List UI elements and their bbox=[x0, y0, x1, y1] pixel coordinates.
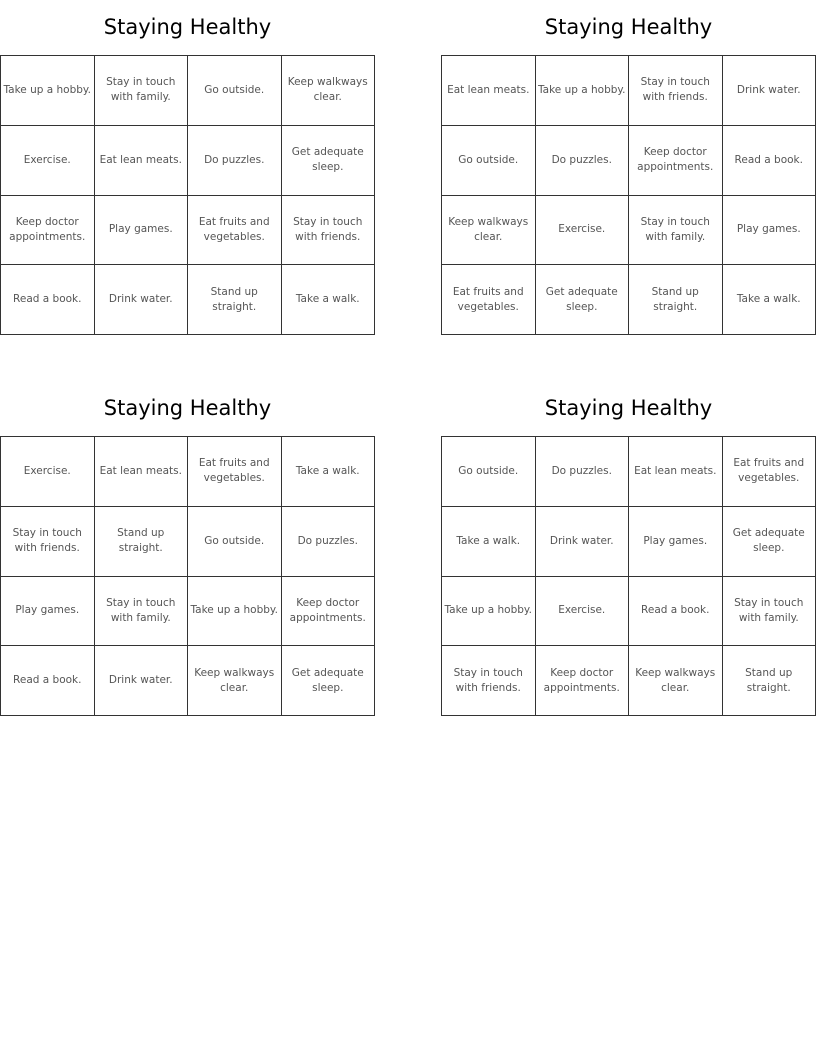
bingo-cell: Keep walkways clear. bbox=[188, 646, 282, 716]
bingo-cell: Stay in touch with friends. bbox=[1, 507, 95, 577]
card-title: Staying Healthy bbox=[544, 396, 713, 420]
bingo-cell: Keep walkways clear. bbox=[282, 56, 376, 126]
bingo-cell: Eat fruits and vegetables. bbox=[442, 265, 536, 335]
bingo-cell: Stand up straight. bbox=[723, 646, 816, 716]
bingo-cell: Take a walk. bbox=[442, 507, 536, 577]
bingo-cell: Stand up straight. bbox=[629, 265, 723, 335]
bingo-grid bbox=[441, 436, 816, 716]
bingo-cell: Take up a hobby. bbox=[442, 577, 536, 647]
bingo-cell: Stay in touch with family. bbox=[723, 577, 816, 647]
bingo-cell: Stay in touch with family. bbox=[95, 56, 189, 126]
bingo-cell: Play games. bbox=[1, 577, 95, 647]
bingo-cell: Take a walk. bbox=[282, 437, 376, 507]
bingo-cell: Play games. bbox=[95, 196, 189, 266]
bingo-cell: Stay in touch with friends. bbox=[282, 196, 376, 266]
bingo-cell: Keep doctor appointments. bbox=[282, 577, 376, 647]
bingo-cell: Read a book. bbox=[1, 265, 95, 335]
bingo-cell: Go outside. bbox=[442, 126, 536, 196]
bingo-cell: Keep doctor appointments. bbox=[1, 196, 95, 266]
bingo-cell: Take up a hobby. bbox=[536, 56, 630, 126]
bingo-cell: Do puzzles. bbox=[188, 126, 282, 196]
bingo-cell: Keep doctor appointments. bbox=[536, 646, 630, 716]
card-title: Staying Healthy bbox=[103, 396, 272, 420]
bingo-cell: Keep walkways clear. bbox=[629, 646, 723, 716]
bingo-cell: Stay in touch with family. bbox=[629, 196, 723, 266]
bingo-cell: Do puzzles. bbox=[536, 126, 630, 196]
bingo-cell: Read a book. bbox=[1, 646, 95, 716]
bingo-cell: Take a walk. bbox=[723, 265, 816, 335]
bingo-cell: Go outside. bbox=[188, 507, 282, 577]
bingo-cell: Stay in touch with friends. bbox=[629, 56, 723, 126]
bingo-cell: Eat lean meats. bbox=[629, 437, 723, 507]
bingo-cell: Exercise. bbox=[536, 577, 630, 647]
bingo-cell: Exercise. bbox=[1, 126, 95, 196]
bingo-cell: Take up a hobby. bbox=[188, 577, 282, 647]
bingo-cell: Go outside. bbox=[188, 56, 282, 126]
bingo-cell: Get adequate sleep. bbox=[282, 646, 376, 716]
bingo-cell: Eat fruits and vegetables. bbox=[188, 437, 282, 507]
bingo-cell: Stay in touch with family. bbox=[95, 577, 189, 647]
bingo-cell: Take up a hobby. bbox=[1, 56, 95, 126]
bingo-cell: Keep walkways clear. bbox=[442, 196, 536, 266]
bingo-cell: Drink water. bbox=[95, 646, 189, 716]
bingo-cell: Get adequate sleep. bbox=[282, 126, 376, 196]
bingo-grid bbox=[441, 55, 816, 335]
bingo-cell: Stand up straight. bbox=[188, 265, 282, 335]
bingo-cell: Get adequate sleep. bbox=[536, 265, 630, 335]
bingo-cell: Do puzzles. bbox=[282, 507, 376, 577]
bingo-cell: Eat lean meats. bbox=[442, 56, 536, 126]
bingo-cell: Play games. bbox=[723, 196, 816, 266]
bingo-cell: Eat lean meats. bbox=[95, 126, 189, 196]
bingo-cell: Exercise. bbox=[536, 196, 630, 266]
bingo-cell: Get adequate sleep. bbox=[723, 507, 816, 577]
bingo-cell: Drink water. bbox=[95, 265, 189, 335]
bingo-cell: Drink water. bbox=[723, 56, 816, 126]
bingo-cell: Eat fruits and vegetables. bbox=[723, 437, 816, 507]
bingo-cell: Keep doctor appointments. bbox=[629, 126, 723, 196]
bingo-cell: Eat fruits and vegetables. bbox=[188, 196, 282, 266]
bingo-cell: Exercise. bbox=[1, 437, 95, 507]
bingo-cell: Do puzzles. bbox=[536, 437, 630, 507]
bingo-cell: Take a walk. bbox=[282, 265, 376, 335]
bingo-cell: Read a book. bbox=[629, 577, 723, 647]
bingo-cell: Eat lean meats. bbox=[95, 437, 189, 507]
bingo-grid bbox=[0, 55, 375, 335]
bingo-cell: Play games. bbox=[629, 507, 723, 577]
card-title: Staying Healthy bbox=[544, 15, 713, 39]
card-title: Staying Healthy bbox=[103, 15, 272, 39]
bingo-cell: Read a book. bbox=[723, 126, 816, 196]
bingo-cell: Drink water. bbox=[536, 507, 630, 577]
bingo-cell: Stay in touch with friends. bbox=[442, 646, 536, 716]
bingo-grid bbox=[0, 436, 375, 716]
bingo-cell: Stand up straight. bbox=[95, 507, 189, 577]
bingo-cell: Go outside. bbox=[442, 437, 536, 507]
